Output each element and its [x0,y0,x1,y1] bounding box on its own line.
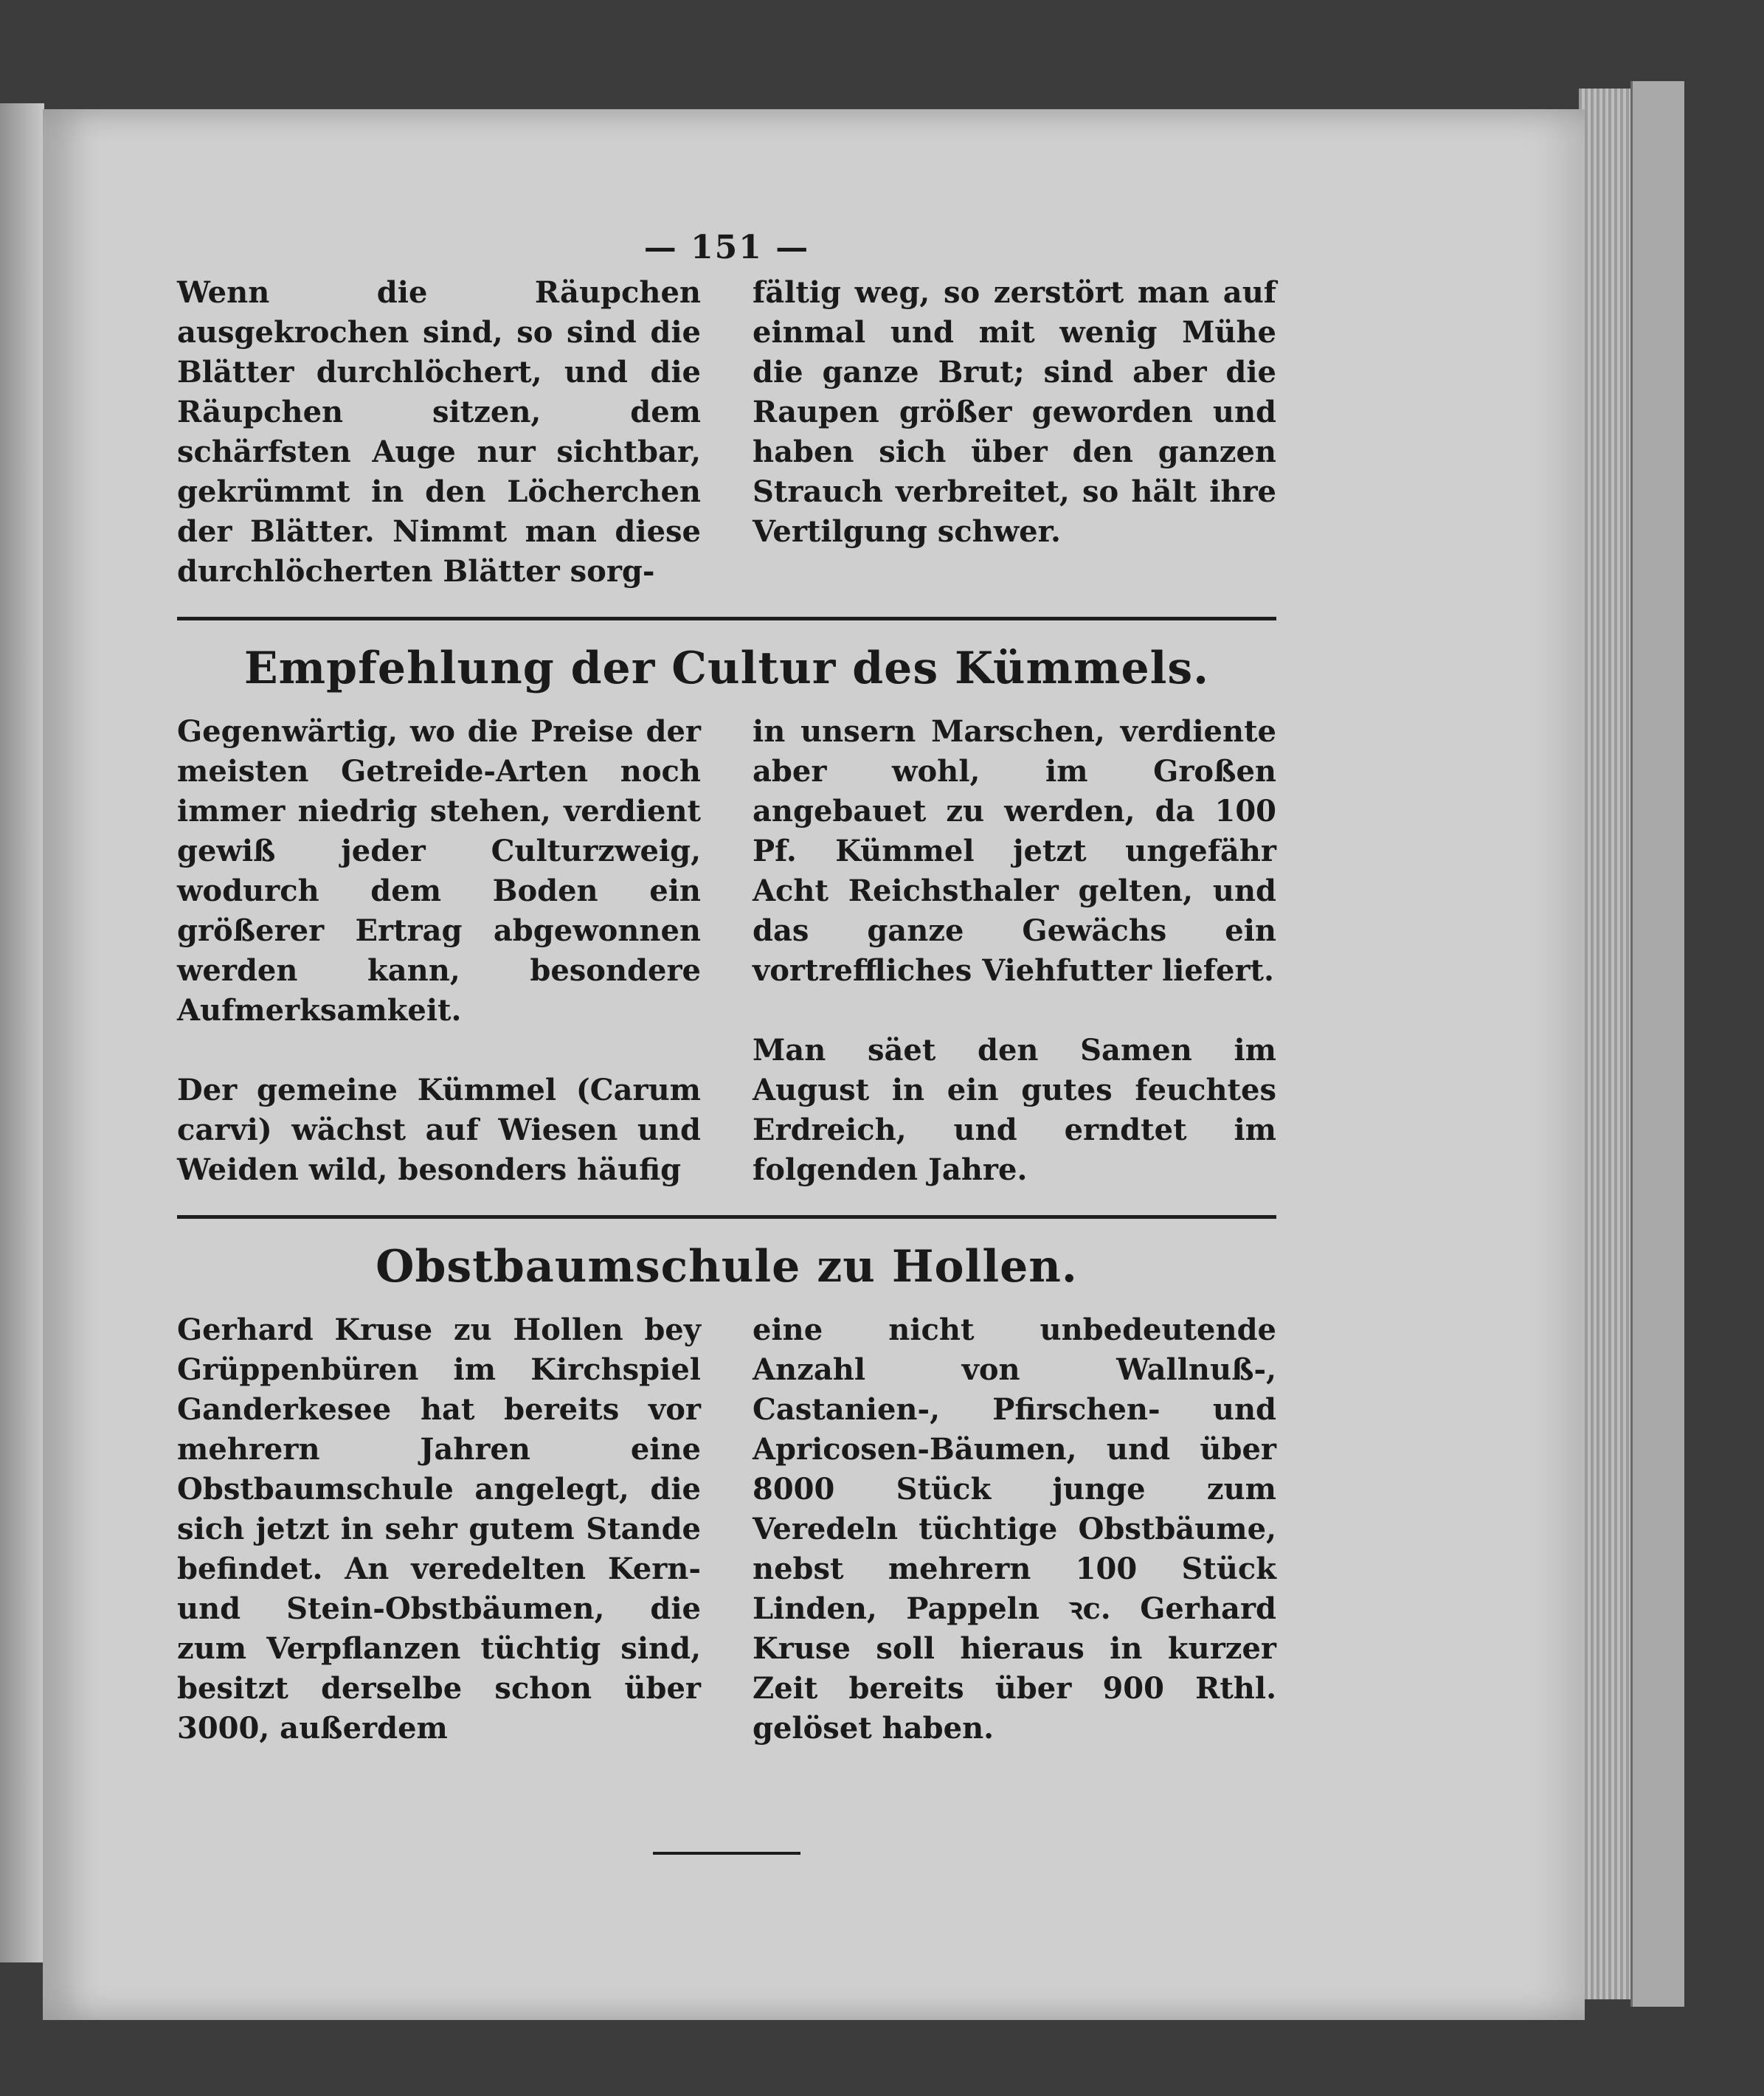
paragraph: in unsern Marschen, verdiente aber wohl, im Großen angebauet zu werden, da 100 Pf. Kümmel jetzt ungefähr Acht Reichsthaler gelten, und das ganze Gewächs ein vortreffliches Viehfutter liefert. [753,714,1276,988]
facing-page-edge [0,103,44,1962]
paragraph: fältig weg, so zerstört man auf einmal und mit wenig Mühe die ganze Brut; sind aber die Raupen größer geworden und haben sich über den ganzen Strauch verbreitet, so hält ihre Vertilgung schwer. [753,275,1276,549]
paragraph: Der gemeine Kümmel (Carum carvi) wächst auf Wiesen und Weiden wild, besonders häufig [177,1073,701,1187]
paragraph: Wenn die Räupchen ausgekrochen sind, so sind die Blätter durchlöchert, und die Räupchen sitzen, dem schärfsten Auge nur sichtbar, gekrümmt in den Löcherchen der Blätter. Nimmt man diese durchlöcherten Blätter sorg- [177,275,701,589]
section-title: Empfehlung der Cultur des Kümmels. [243,643,1210,694]
page-number: — 151 — [643,229,810,266]
section-2-columns [177,712,1276,1190]
page-content [177,229,1276,1855]
paragraph: Man säet den Samen im August in ein gutes feuchtes Erdreich, und erndtet im folgenden Jahre. [753,1033,1276,1187]
section-divider [177,1215,1276,1219]
section-3-columns [177,1310,1276,1749]
section-2-left-column [177,712,701,1190]
paragraph: eine nicht unbedeutende Anzahl von Wallnuß-, Castanien-, Pfirschen- und Apricosen-Bäumen, und über 8000 Stück junge zum Veredeln tüchtige Obstbäume, nebst mehrern 100 Stück Linden, Pappeln ꝛc. Gerhard Kruse soll hieraus in kurzer Zeit bereits über 900 Rthl. gelöset haben. [753,1312,1276,1746]
section-divider [177,617,1276,620]
book-cover-edge [1630,81,1684,2007]
section-1-right-column [753,273,1276,592]
paragraph: Gegenwärtig, wo die Preise der meisten Getreide-Arten noch immer niedrig stehen, verdient gewiß jeder Culturzweig, wodurch dem Boden ein größerer Ertrag abgewonnen werden kann, besondere Aufmerksamkeit. [177,714,701,1028]
paragraph: Gerhard Kruse zu Hollen bey Grüppenbüren im Kirchspiel Ganderkesee hat bereits vor mehrern Jahren eine Obstbaumschule angelegt, die sich jetzt in sehr gutem Stande befindet. An veredelten Kern- und Stein-Obstbäumen, die zum Verpflanzen tüchtig sind, besitzt derselbe schon über 3000, außerdem [177,1312,701,1746]
end-rule [653,1852,800,1855]
section-title: Obstbaumschule zu Hollen. [376,1241,1078,1293]
section-1-left-column [177,273,701,592]
section-1-columns [177,273,1276,592]
section-2-right-column [753,712,1276,1190]
section-3-left-column [177,1310,701,1749]
section-3-right-column [753,1310,1276,1749]
